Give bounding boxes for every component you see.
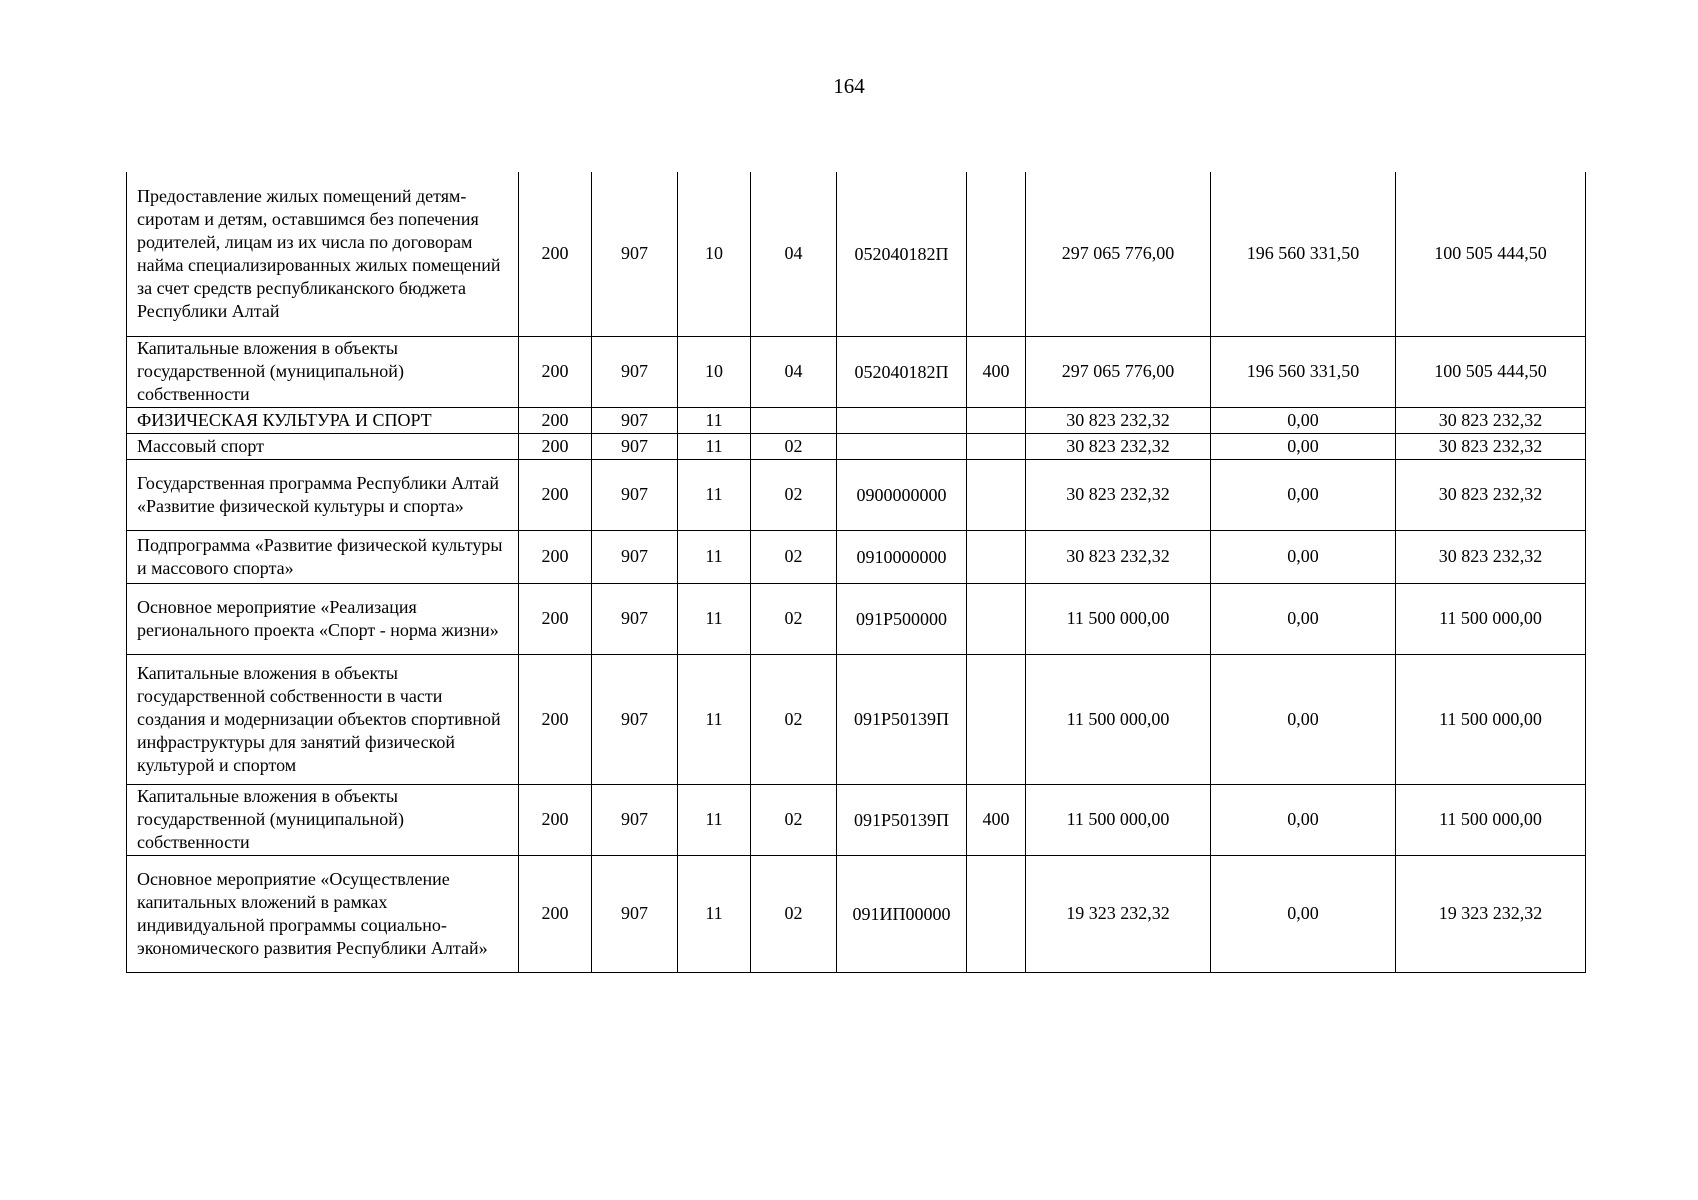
cell-col-4: 11 (678, 530, 751, 583)
cell-amount-3: 11 500 000,00 (1396, 583, 1586, 654)
cell-amount-3: 100 505 444,50 (1396, 336, 1586, 407)
cell-code: 091ИП00000 (837, 855, 967, 972)
cell-col-2: 200 (519, 459, 592, 530)
cell-name: Государственная программа Республики Алтай «Развитие физической культуры и спорта» (127, 459, 519, 530)
cell-amount-1: 30 823 232,32 (1026, 459, 1211, 530)
cell-amount-2: 196 560 331,50 (1211, 336, 1396, 407)
cell-code: 052040182П (837, 172, 967, 336)
cell-amount-2: 0,00 (1211, 433, 1396, 459)
cell-col-3: 907 (592, 784, 678, 855)
cell-amount-1: 19 323 232,32 (1026, 855, 1211, 972)
cell-code: 091P500000 (837, 583, 967, 654)
cell-col-4: 11 (678, 459, 751, 530)
budget-table (126, 172, 1586, 973)
cell-col-2: 200 (519, 172, 592, 336)
cell-amount-1: 30 823 232,32 (1026, 407, 1211, 433)
cell-col-2: 200 (519, 855, 592, 972)
cell-code: 091P50139П (837, 654, 967, 784)
cell-col-4: 11 (678, 654, 751, 784)
cell-code (837, 407, 967, 433)
cell-amount-3: 30 823 232,32 (1396, 530, 1586, 583)
cell-col-2: 200 (519, 654, 592, 784)
cell-col-2: 200 (519, 433, 592, 459)
cell-amount-3: 19 323 232,32 (1396, 855, 1586, 972)
cell-name: Капитальные вложения в объекты государственной (муниципальной) собственности (127, 784, 519, 855)
cell-col-2: 200 (519, 784, 592, 855)
cell-amount-1: 297 065 776,00 (1026, 172, 1211, 336)
cell-amount-1: 30 823 232,32 (1026, 530, 1211, 583)
cell-col-5: 02 (751, 433, 837, 459)
table-row (127, 459, 1586, 530)
cell-col-2: 200 (519, 407, 592, 433)
cell-col-3: 907 (592, 459, 678, 530)
table-row (127, 654, 1586, 784)
cell-col-3: 907 (592, 583, 678, 654)
cell-amount-2: 0,00 (1211, 784, 1396, 855)
cell-amount-2: 0,00 (1211, 459, 1396, 530)
cell-name: Подпрограмма «Развитие физической культуры и массового спорта» (127, 530, 519, 583)
cell-col-5: 04 (751, 172, 837, 336)
cell-amount-3: 30 823 232,32 (1396, 407, 1586, 433)
cell-col-2: 200 (519, 530, 592, 583)
cell-vr (967, 433, 1026, 459)
cell-col-3: 907 (592, 407, 678, 433)
table-row (127, 855, 1586, 972)
cell-col-3: 907 (592, 336, 678, 407)
cell-col-4: 11 (678, 855, 751, 972)
cell-col-2: 200 (519, 336, 592, 407)
cell-col-3: 907 (592, 855, 678, 972)
cell-col-4: 10 (678, 336, 751, 407)
cell-name: Основное мероприятие «Осуществление капитальных вложений в рамках индивидуальной программы социально-экономического развития Республики Алтай» (127, 855, 519, 972)
cell-col-5: 02 (751, 855, 837, 972)
cell-code: 0910000000 (837, 530, 967, 583)
cell-vr (967, 407, 1026, 433)
cell-vr (967, 530, 1026, 583)
table-body (127, 172, 1586, 972)
cell-name: Предоставление жилых помещений детям-сиротам и детям, оставшимся без попечения родителей, лицам из их числа по договорам найма специализированных жилых помещений за счет средств республиканского бюджета Республики Алтай (127, 172, 519, 336)
cell-amount-3: 11 500 000,00 (1396, 784, 1586, 855)
cell-col-5: 02 (751, 583, 837, 654)
cell-amount-3: 30 823 232,32 (1396, 459, 1586, 530)
cell-col-5: 02 (751, 654, 837, 784)
cell-amount-3: 100 505 444,50 (1396, 172, 1586, 336)
cell-amount-3: 30 823 232,32 (1396, 433, 1586, 459)
cell-col-4: 11 (678, 407, 751, 433)
cell-amount-2: 196 560 331,50 (1211, 172, 1396, 336)
table-row (127, 172, 1586, 336)
cell-amount-2: 0,00 (1211, 583, 1396, 654)
cell-col-5: 02 (751, 459, 837, 530)
table-row (127, 407, 1586, 433)
table-row (127, 784, 1586, 855)
cell-col-5: 04 (751, 336, 837, 407)
cell-col-3: 907 (592, 433, 678, 459)
cell-col-4: 11 (678, 433, 751, 459)
cell-name: ФИЗИЧЕСКАЯ КУЛЬТУРА И СПОРТ (127, 407, 519, 433)
cell-vr (967, 654, 1026, 784)
cell-code (837, 433, 967, 459)
cell-vr (967, 172, 1026, 336)
cell-amount-1: 11 500 000,00 (1026, 583, 1211, 654)
cell-col-2: 200 (519, 583, 592, 654)
cell-amount-2: 0,00 (1211, 530, 1396, 583)
cell-code: 091P50139П (837, 784, 967, 855)
cell-col-4: 11 (678, 583, 751, 654)
cell-name: Массовый спорт (127, 433, 519, 459)
cell-vr (967, 583, 1026, 654)
cell-col-3: 907 (592, 530, 678, 583)
cell-name: Основное мероприятие «Реализация регионального проекта «Спорт - норма жизни» (127, 583, 519, 654)
page-number: 164 (833, 74, 865, 98)
cell-name: Капитальные вложения в объекты государственной собственности в части создания и модернизации объектов спортивной инфраструктуры для занятий физической культурой и спортом (127, 654, 519, 784)
cell-amount-1: 30 823 232,32 (1026, 433, 1211, 459)
cell-col-3: 907 (592, 172, 678, 336)
cell-col-3: 907 (592, 654, 678, 784)
cell-amount-2: 0,00 (1211, 855, 1396, 972)
cell-amount-1: 11 500 000,00 (1026, 654, 1211, 784)
table-row (127, 336, 1586, 407)
cell-amount-2: 0,00 (1211, 654, 1396, 784)
cell-amount-1: 297 065 776,00 (1026, 336, 1211, 407)
cell-amount-3: 11 500 000,00 (1396, 654, 1586, 784)
table-row (127, 433, 1586, 459)
cell-vr (967, 459, 1026, 530)
cell-vr: 400 (967, 336, 1026, 407)
cell-col-5 (751, 407, 837, 433)
cell-code: 0900000000 (837, 459, 967, 530)
cell-code: 052040182П (837, 336, 967, 407)
cell-col-5: 02 (751, 530, 837, 583)
cell-amount-1: 11 500 000,00 (1026, 784, 1211, 855)
cell-amount-2: 0,00 (1211, 407, 1396, 433)
table-row (127, 530, 1586, 583)
cell-name: Капитальные вложения в объекты государственной (муниципальной) собственности (127, 336, 519, 407)
cell-col-4: 10 (678, 172, 751, 336)
cell-col-5: 02 (751, 784, 837, 855)
cell-col-4: 11 (678, 784, 751, 855)
cell-vr (967, 855, 1026, 972)
cell-vr: 400 (967, 784, 1026, 855)
table-row (127, 583, 1586, 654)
